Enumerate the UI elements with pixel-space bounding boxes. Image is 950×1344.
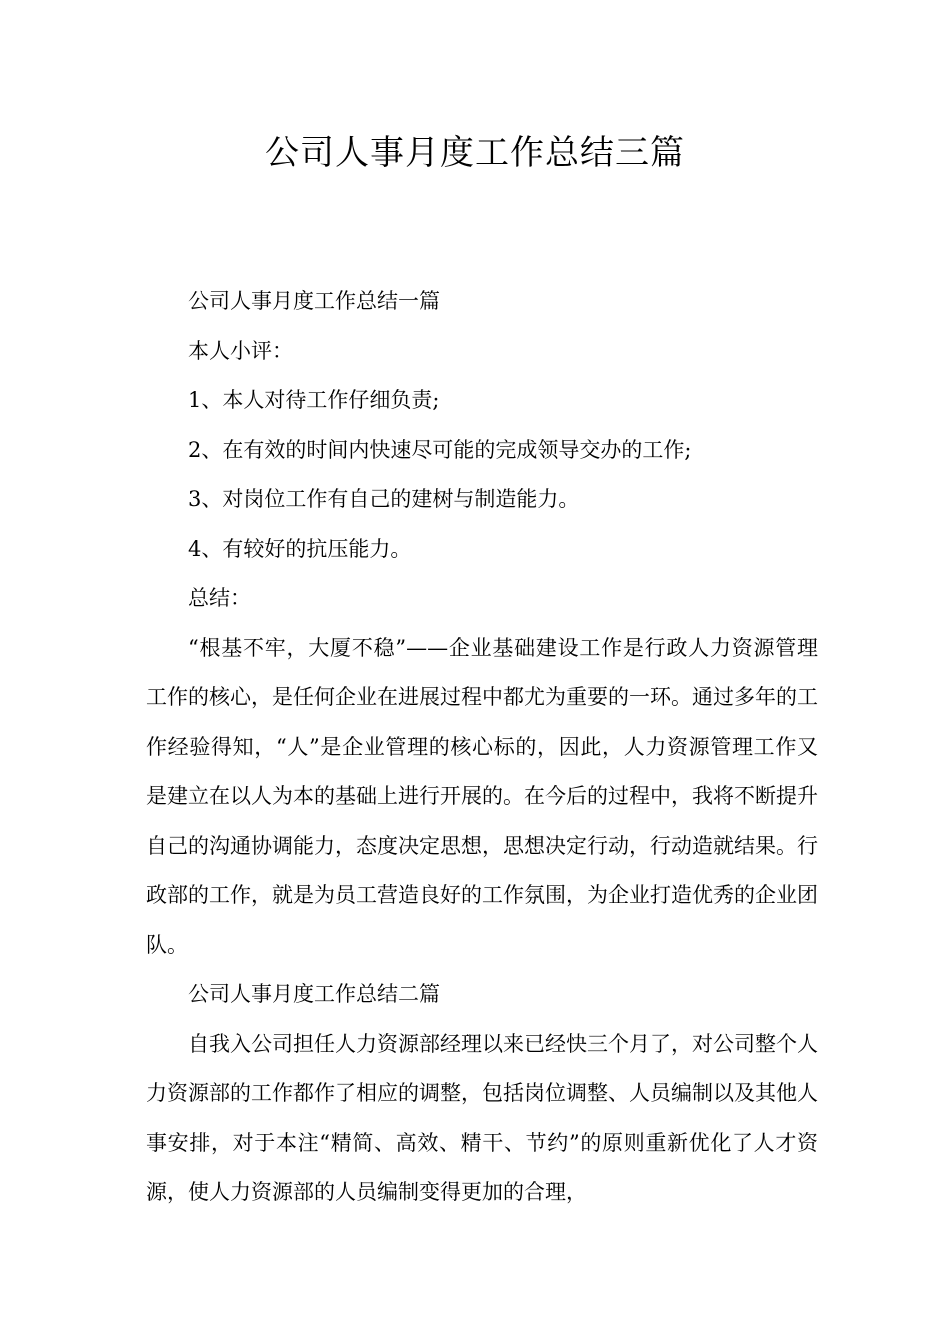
list-item: 1、本人对待工作仔细负责; xyxy=(188,388,440,412)
document-body xyxy=(146,277,818,1218)
list-item: 3、对岗位工作有自己的建树与制造能力。 xyxy=(188,487,580,511)
section-heading-two: 公司人事月度工作总结二篇 xyxy=(188,982,440,1006)
summary-label: 总结： xyxy=(188,586,251,610)
summary-paragraph: “根基不牢，大厦不稳”——企业基础建设工作是行政人力资源管理工作的核心，是任何企业在进展过程中都尤为重要的一环。通过多年的工作经验得知，“人”是企业管理的核心标的，因此，人力资源管理工作又是建立在以人为本的基础上进行开展的。在今后的过程中，我将不断提升自己的沟通协调能力，态度决定思想，思想决定行动，行动造就结果。行政部的工作，就是为员工营造良好的工作氛围，为企业打造优秀的企业团队。 xyxy=(146,635,818,957)
document-title: 公司人事月度工作总结三篇 xyxy=(265,133,685,173)
list-item: 4、有较好的抗压能力。 xyxy=(188,536,412,561)
body-paragraph: 自我入公司担任人力资源部经理以来已经快三个月了，对公司整个人力资源部的工作都作了相应的调整，包括岗位调整、人员编制以及其他人事安排，对于本注“精简、高效、精干、节约”的原则重新优化了人才资源，使人力资源部的人员编制变得更加的合理， xyxy=(146,1031,818,1204)
section-heading-one: 公司人事月度工作总结一篇 xyxy=(188,289,440,313)
list-item: 2、在有效的时间内快速尽可能的完成领导交办的工作; xyxy=(188,437,692,462)
self-review-label: 本人小评： xyxy=(188,338,293,363)
